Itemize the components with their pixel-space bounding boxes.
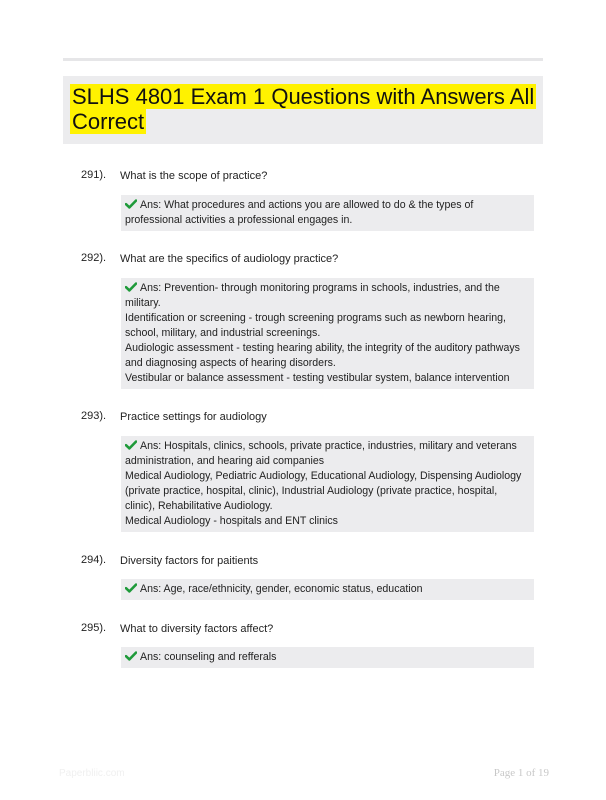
question-number: 291).	[81, 169, 107, 181]
answer-box	[121, 647, 534, 668]
question-number: 295).	[81, 622, 107, 634]
check-icon	[125, 199, 137, 209]
watermark-text: Paperbliic.com	[59, 768, 125, 779]
check-icon	[125, 282, 137, 292]
answer-box	[121, 579, 534, 600]
answer-box	[121, 278, 534, 389]
check-icon	[125, 651, 137, 661]
answer-line: Ans: What procedures and actions you are allowed to do & the types of professional activities a professional engages in.	[125, 199, 474, 226]
check-icon	[125, 583, 137, 593]
answer-line: Medical Audiology - hospitals and ENT clinics	[125, 515, 338, 527]
page-indicator: Page 1 of 19	[493, 767, 549, 779]
answer-line: Ans: Hospitals, clinics, schools, private practice, industries, military and veterans administration, and hearing aid companies	[125, 440, 517, 467]
question-text: Practice settings for audiology	[120, 411, 267, 423]
question-number: 292).	[81, 252, 107, 264]
answer-line: Ans: counseling and refferals	[125, 650, 530, 665]
question-number: 293).	[81, 410, 107, 422]
answer-line: Audiologic assessment - testing hearing ability, the integrity of the auditory pathways and diagnosing aspects of hearing disorders.	[125, 342, 520, 369]
question-text: What are the specifics of audiology practice?	[120, 253, 339, 265]
answer-box	[121, 195, 534, 231]
check-icon	[125, 440, 137, 450]
answer-line: Ans: Prevention- through monitoring programs in schools, industries, and the military.	[125, 282, 500, 309]
answer-line: Vestibular or balance assessment - testing vestibular system, balance intervention	[125, 372, 510, 384]
answer-box	[121, 436, 534, 532]
answer-line: Identification or screening - trough screening programs such as newborn hearing, school, military, and industrial screenings.	[125, 312, 506, 339]
question-text: Diversity factors for paitients	[120, 555, 259, 567]
question-text: What is the scope of practice?	[120, 170, 268, 182]
question-text: What to diversity factors affect?	[120, 623, 274, 635]
question-number: 294).	[81, 554, 107, 566]
answer-line: Ans: Age, race/ethnicity, gender, economic status, education	[125, 582, 530, 597]
title-highlight: SLHS 4801 Exam 1 Questions with Answers All Correct	[72, 84, 535, 134]
document-title	[70, 84, 540, 134]
top-divider	[63, 58, 543, 61]
answer-line: Medical Audiology, Pediatric Audiology, Educational Audiology, Dispensing Audiology (private practice, hospital, clinic), Industrial Audiology (private practice, hospital, clinic), Rehabilitative Audiology.	[125, 470, 522, 512]
